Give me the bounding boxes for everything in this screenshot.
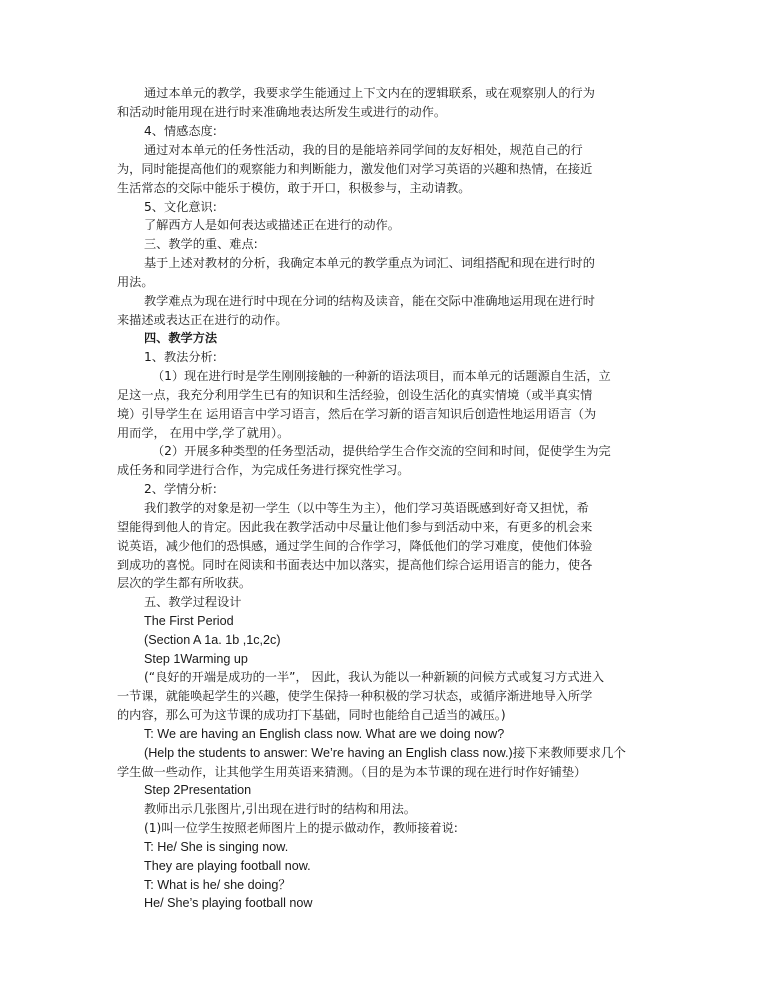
text-line: 通过本单元的教学，我要求学生能通过上下文内在的逻辑联系，或在观察别人的行为 <box>144 86 595 100</box>
text-line: The First Period <box>144 614 234 628</box>
text-line: 用而学， 在用中学,学了就用）。 <box>117 426 290 440</box>
text-line: 望能得到他人的肯定。因此我在教学活动中尽量让他们参与到活动中来，有更多的机会来 <box>117 520 593 534</box>
text-line: T: We are having an English class now. What are we doing now? <box>144 727 505 741</box>
text-line: (Help the students to answer: We’re having an English class now.)接下来教师要求几个 <box>144 746 627 760</box>
text-line: T: What is he/ she doing？ <box>144 878 291 892</box>
text-line: 我们教学的对象是初一学生（以中等生为主），他们学习英语既感到好奇又担忧，希 <box>144 501 589 515</box>
text-line: (Section A 1a. 1b ,1c,2c) <box>144 633 281 647</box>
text-line: 足这一点，我充分利用学生已有的知识和生活经验，创设生活化的真实情境（或半真实情 <box>117 388 593 402</box>
text-line: 的内容，那么可为这节课的成功打下基础，同时也能给自己适当的减压。) <box>117 708 506 722</box>
text-line: Step 2Presentation <box>144 783 252 797</box>
text-line: 了解西方人是如何表达或描述正在进行的动作。 <box>144 218 400 232</box>
section-heading: 2、学情分析: <box>144 482 217 496</box>
text-line: 成任务和同学进行合作，为完成任务进行探究性学习。 <box>117 463 410 477</box>
section-heading: 1、教法分析: <box>144 350 217 364</box>
text-line: They are playing football now. <box>144 859 311 873</box>
text-line: 教学难点为现在进行时中现在分词的结构及读音，能在交际中准确地运用现在进行时 <box>144 294 595 308</box>
section-heading-bold: 四、教学方法 <box>144 331 218 345</box>
text-line: 用法。 <box>117 275 154 289</box>
text-line: 基于上述对教材的分析，我确定本单元的教学重点为词汇、词组搭配和现在进行时的 <box>144 256 595 270</box>
text-line: 为，同时能提高他们的观察能力和判断能力，激发他们对学习英语的兴趣和热情，在接近 <box>117 162 593 176</box>
text-line: Step 1Warming up <box>144 652 248 666</box>
section-heading: 三、教学的重、难点: <box>144 237 258 251</box>
text-line: (1)叫一位学生按照老师图片上的提示做动作，教师接着说: <box>144 821 458 835</box>
text-line: （2）开展多种类型的任务型活动，提供给学生合作交流的空间和时间，促使学生为完 <box>152 444 611 458</box>
text-line: 教师出示几张图片,引出现在进行时的结构和用法。 <box>144 802 416 816</box>
section-heading: 五、教学过程设计 <box>144 595 242 609</box>
text-line: 境）引导学生在 运用语言中学习语言，然后在学习新的语言知识后创造性地运用语言（为 <box>117 407 597 421</box>
section-heading: 5、文化意识: <box>144 200 217 214</box>
section-heading: 4、情感态度: <box>144 124 217 138</box>
text-line: (“良好的开端是成功的一半”， 因此，我认为能以一种新颖的问候方式或复习方式进入 <box>144 670 605 684</box>
text-line: 生活常态的交际中能乐于模仿，敢于开口，积极参与，主动请教。 <box>117 181 471 195</box>
text-line: 来描述或表达正在进行的动作。 <box>117 313 288 327</box>
text-line: 到成功的喜悦。同时在阅读和书面表达中加以落实，提高他们综合运用语言的能力，使各 <box>117 558 593 572</box>
text-line: 学生做一些动作，让其他学生用英语来猜测。（目的是为本节课的现在进行时作好铺垫） <box>117 765 587 779</box>
text-line: T: He/ She is singing now. <box>144 840 289 854</box>
text-line: 一节课，就能唤起学生的兴趣，使学生保持一种积极的学习状态，或循序渐进地导入所学 <box>117 689 593 703</box>
text-line: 和活动时能用现在进行时来准确地表达所发生或进行的动作。 <box>117 105 447 119</box>
text-line: 通过对本单元的任务性活动，我的目的是能培养同学间的友好相处，规范自己的行 <box>144 143 583 157</box>
text-line: 说英语，减少他们的恐惧感，通过学生间的合作学习，降低他们的学习难度，使他们体验 <box>117 539 593 553</box>
text-line: He/ She’s playing football now <box>144 896 313 910</box>
text-line: （1）现在进行时是学生刚刚接触的一种新的语法项目，而本单元的话题源自生活，立 <box>152 369 611 383</box>
text-line: 层次的学生都有所收获。 <box>117 576 252 590</box>
